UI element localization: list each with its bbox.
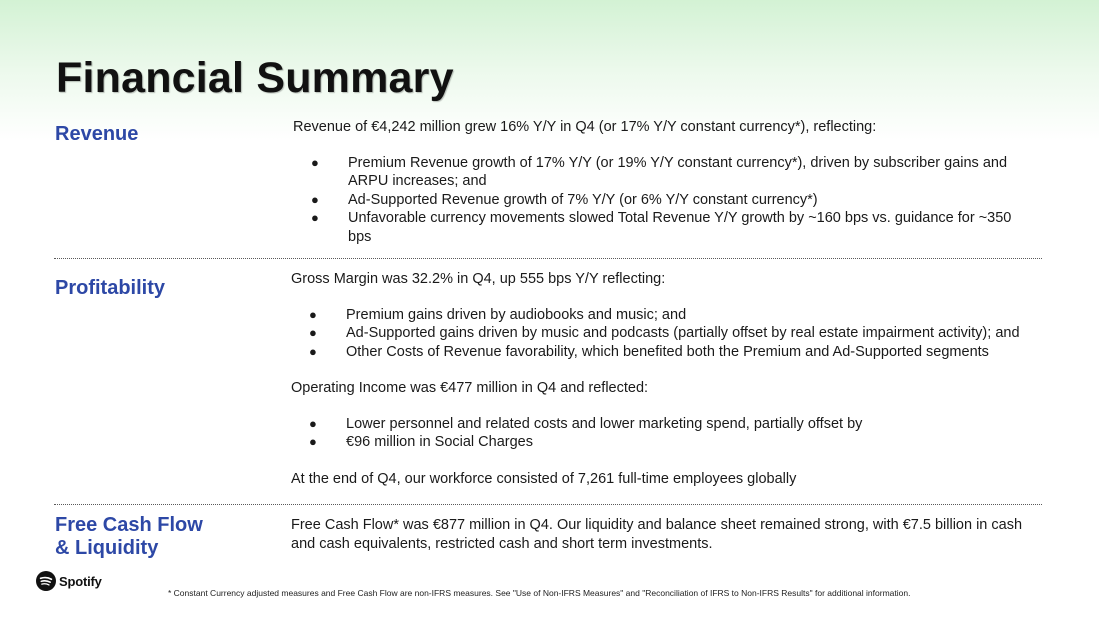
section-divider	[54, 258, 1042, 259]
fcf-text: Free Cash Flow* was €877 million in Q4. Our liquidity and balance sheet remained strong, with €7.5 billion in cash and cash equivalents, restricted cash and short term investments.	[291, 517, 1023, 552]
list-item	[291, 433, 1071, 452]
operating-income-intro: Operating Income was €477 million in Q4 and reflected:	[291, 380, 649, 396]
bullet-marker: ●	[311, 154, 319, 170]
list-item	[293, 209, 1018, 246]
list-item	[293, 191, 1018, 210]
list-item	[291, 343, 1071, 362]
gross-margin-bullet-list	[291, 306, 1071, 362]
footnote: * Constant Currency adjusted measures and Free Cash Flow are non-IFRS measures. See "Use of Non-IFRS Measures" and "Reconciliation of IFRS to Non-IFRS Results" for additional information.	[168, 588, 911, 598]
fcf-label-line-2: & Liquidity	[55, 537, 159, 559]
revenue-body	[293, 118, 1053, 246]
gross-margin-intro: Gross Margin was 32.2% in Q4, up 555 bps Y/Y reflecting:	[291, 271, 666, 287]
list-item	[291, 415, 1071, 434]
revenue-bullet-ad-supported: Ad-Supported Revenue growth of 7% Y/Y (or 6% Y/Y constant currency*)	[348, 191, 818, 208]
bullet-marker: ●	[309, 434, 317, 449]
operating-bullet-costs: Lower personnel and related costs and lower marketing spend, partially offset by	[346, 415, 863, 432]
section-divider	[54, 504, 1042, 505]
gross-margin-bullet-premium: Premium gains driven by audiobooks and music; and	[346, 306, 687, 323]
gross-margin-bullet-ad-supported: Ad-Supported gains driven by music and podcasts (partially offset by real estate impairment activity); and	[346, 325, 1020, 341]
bullet-marker: ●	[309, 415, 317, 431]
gross-margin-bullet-other-costs: Other Costs of Revenue favorability, which benefited both the Premium and Ad-Supported segments	[346, 343, 989, 360]
operating-income-bullet-list	[291, 415, 1071, 452]
spotify-logo	[36, 571, 102, 591]
revenue-intro: Revenue of €4,242 million grew 16% Y/Y in Q4 (or 17% Y/Y constant currency*), reflecting:	[293, 119, 877, 135]
list-item	[293, 154, 1018, 191]
list-item	[291, 324, 1071, 343]
bullet-marker: ●	[309, 306, 317, 322]
revenue-bullet-premium: Premium Revenue growth of 17% Y/Y (or 19% Y/Y constant currency*), driven by subscriber gains and ARPU increases; and	[348, 154, 1008, 189]
list-item	[291, 306, 1071, 325]
profitability-body	[291, 270, 1071, 488]
section-label-fcf	[55, 514, 203, 560]
fcf-body	[291, 516, 1041, 553]
bullet-marker: ●	[309, 325, 317, 340]
revenue-bullet-list	[293, 154, 1053, 247]
bullet-marker: ●	[311, 191, 319, 207]
revenue-bullet-currency: Unfavorable currency movements slowed Total Revenue Y/Y growth by ~160 bps vs. guidance for ~350 bps	[348, 210, 1012, 245]
spotify-icon	[36, 571, 56, 591]
section-label-profitability: Profitability	[55, 277, 166, 299]
page-title: Financial Summary	[56, 54, 454, 102]
spotify-wordmark: Spotify	[59, 573, 102, 589]
workforce-text: At the end of Q4, our workforce consisted of 7,261 full-time employees globally	[291, 470, 797, 487]
section-label-revenue: Revenue	[55, 123, 139, 145]
bullet-marker: ●	[309, 343, 317, 359]
operating-bullet-social-charges: €96 million in Social Charges	[346, 434, 533, 450]
fcf-label-line-1: Free Cash Flow	[55, 514, 203, 536]
bullet-marker: ●	[311, 210, 319, 225]
